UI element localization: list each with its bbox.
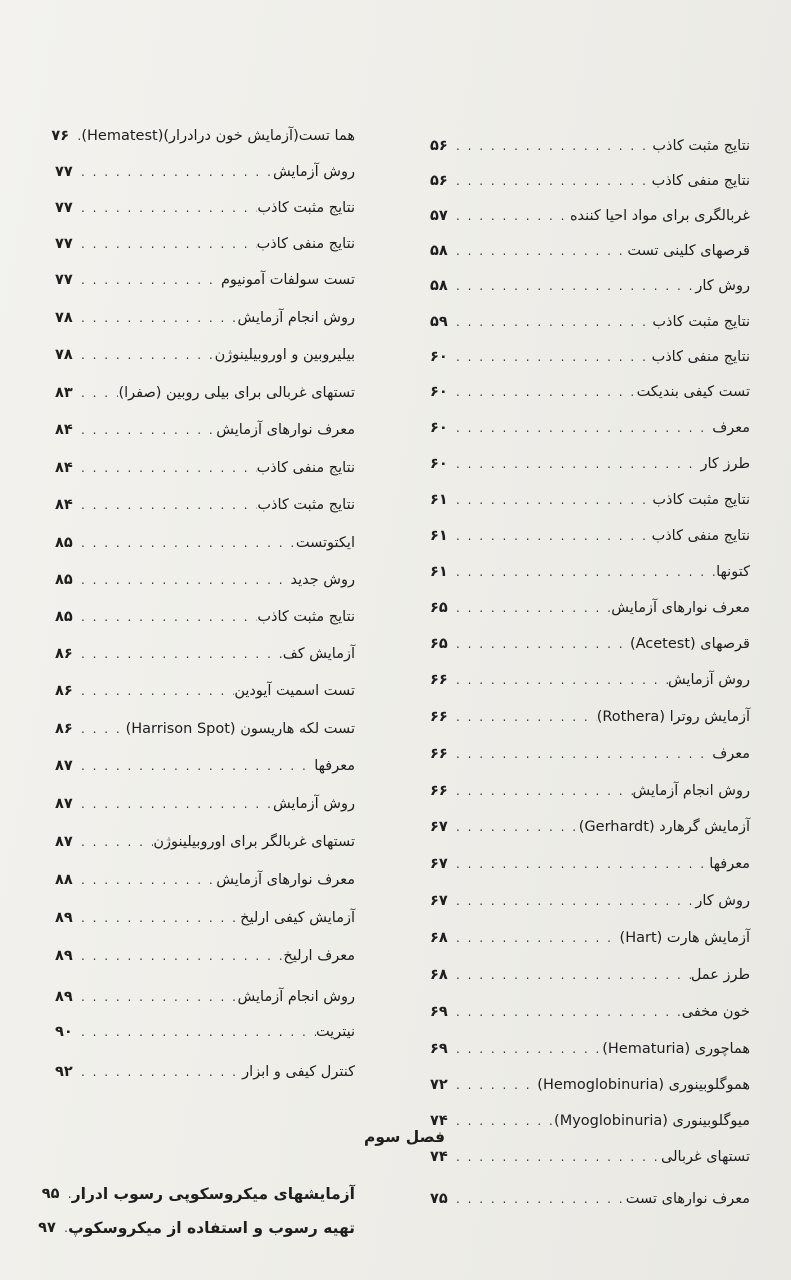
toc-entry-page: ۸۶ — [55, 721, 73, 737]
toc-entry-page: ۵۹ — [430, 314, 448, 330]
toc-entry-page: ۸۶ — [55, 683, 73, 699]
leader-dots — [452, 308, 652, 336]
leader-dots — [452, 1185, 626, 1213]
leader-dots — [73, 122, 81, 150]
toc-entry-page: ۶۶ — [430, 672, 448, 688]
toc-entry-title: روش انجام آزمایش — [632, 783, 750, 799]
leader-dots — [77, 304, 238, 332]
leader-dots — [77, 942, 283, 970]
toc-entry-title: هموگلوبینوری (Hemoglobinuria) — [537, 1077, 750, 1093]
toc-entry-page: ۶۹ — [430, 1004, 448, 1020]
toc-entry — [41, 1180, 355, 1208]
toc-entry — [430, 522, 750, 550]
toc-entry-page: ۷۷ — [55, 272, 73, 288]
toc-entry-title: تستهای غربالی برای بیلی روبین (صفرا) — [118, 385, 355, 401]
toc-entry — [55, 715, 355, 743]
leader-dots — [452, 666, 668, 694]
toc-entry-title: آزمایش روترا (Rothera) — [596, 709, 750, 725]
toc-entry — [430, 1035, 750, 1063]
toc-entry-page: ۸۸ — [55, 872, 73, 888]
toc-entry-title: آزمایش گرهارد (Gerhardt) — [578, 819, 750, 835]
toc-entry-page: ۸۴ — [55, 460, 73, 476]
toc-entry-title: تستهای غربالگر برای اوروبیلینوژن — [153, 834, 355, 850]
toc-entry-page: ۶۰ — [430, 384, 448, 400]
toc-entry-page: ۷۸ — [55, 347, 73, 363]
toc-entry-title: روش آزمایش — [272, 164, 355, 180]
toc-entry — [430, 237, 750, 265]
toc-entry-title: کنترل کیفی و ابزار — [242, 1064, 355, 1080]
toc-entry — [55, 1058, 355, 1086]
toc-entry — [55, 983, 355, 1011]
toc-entry — [430, 450, 750, 478]
toc-entry — [55, 1018, 355, 1046]
leader-dots — [77, 230, 257, 258]
toc-entry-page: ۸۴ — [55, 422, 73, 438]
leader-dots — [77, 790, 273, 818]
toc-entry-title: معرف — [712, 420, 750, 436]
leader-dots — [77, 454, 257, 482]
toc-entry — [55, 266, 355, 294]
leader-dots — [77, 866, 216, 894]
toc-entry-page: ۶۱ — [430, 528, 448, 544]
toc-entry-page: ۶۵ — [430, 636, 448, 652]
leader-dots — [452, 961, 691, 989]
toc-entry — [55, 158, 355, 186]
toc-entry-page: ۶۶ — [430, 783, 448, 799]
toc-entry — [430, 630, 750, 658]
toc-entry — [430, 777, 750, 805]
toc-entry-title: تست لکه هاریسون (Harrison Spot) — [125, 721, 355, 737]
toc-entry-page: ۶۱ — [430, 564, 448, 580]
toc-entry-title: نتایج مثبت کاذب — [257, 609, 355, 625]
toc-entry — [38, 1214, 355, 1242]
toc-entry-page: ۶۰ — [430, 349, 448, 365]
toc-entry-title: معرف نوارهای آزمایش — [611, 600, 750, 616]
toc-entry-title: تست اسمیت آیودین — [234, 683, 355, 699]
leader-dots — [77, 266, 221, 294]
toc-entry-page: ۸۴ — [55, 497, 73, 513]
toc-entry-title: آزمایش کف — [282, 646, 355, 662]
leader-dots — [77, 158, 273, 186]
toc-entry-title: میوگلوبینوری (Myoglobinuria) — [554, 1113, 750, 1129]
toc-entry-page: ۵۸ — [430, 278, 448, 294]
toc-entry-title: معرف نوارهای تست — [625, 1191, 750, 1207]
leader-dots — [452, 522, 652, 550]
toc-entry — [430, 558, 750, 586]
toc-entry — [55, 379, 355, 407]
toc-entry-title: نتایج منفی کاذب — [256, 236, 355, 252]
toc-entry-title: ایکتوتست — [295, 535, 355, 551]
toc-entry — [55, 304, 355, 332]
toc-entry — [55, 230, 355, 258]
toc-entry — [430, 594, 750, 622]
leader-dots — [77, 983, 238, 1011]
toc-right-column — [430, 0, 750, 1280]
toc-entry — [55, 194, 355, 222]
toc-entry — [430, 414, 750, 442]
toc-entry-title: نتایج مثبت کاذب — [652, 314, 750, 330]
leader-dots — [77, 715, 126, 743]
leader-dots — [77, 379, 118, 407]
toc-entry-title: نتایج مثبت کاذب — [652, 492, 750, 508]
toc-entry-page: ۸۹ — [55, 989, 73, 1005]
leader-dots — [77, 194, 257, 222]
toc-entry — [430, 740, 750, 768]
toc-entry — [55, 828, 355, 856]
toc-entry-page: ۵۸ — [430, 243, 448, 259]
leader-dots — [452, 924, 620, 952]
leader-dots — [452, 777, 633, 805]
toc-entry — [430, 887, 750, 915]
leader-dots — [452, 1143, 661, 1171]
toc-entry — [430, 132, 750, 160]
toc-entry-page: ۶۷ — [430, 856, 448, 872]
toc-entry-title: نتایج منفی کاذب — [651, 349, 750, 365]
toc-entry-title: غربالگری برای مواد احیا کننده — [569, 208, 750, 224]
leader-dots — [452, 630, 630, 658]
toc-entry-title: آزمایش هارت (Hart) — [619, 930, 750, 946]
toc-entry — [55, 942, 355, 970]
toc-entry — [430, 813, 750, 841]
toc-entry-title: معرف — [712, 746, 750, 762]
leader-dots — [77, 1018, 316, 1046]
toc-entry-title: هماچوری (Hematuria) — [602, 1041, 750, 1057]
toc-entry — [55, 677, 355, 705]
toc-entry-page: ۸۶ — [55, 646, 73, 662]
toc-entry-title: روش کار — [695, 893, 750, 909]
toc-entry-page: ۸۷ — [55, 758, 73, 774]
toc-entry-page: ۸۵ — [55, 572, 73, 588]
leader-dots — [452, 237, 627, 265]
toc-entry-page: ۸۳ — [55, 385, 73, 401]
leader-dots — [60, 1214, 68, 1242]
toc-entry — [55, 904, 355, 932]
leader-dots — [452, 594, 611, 622]
leader-dots — [77, 341, 215, 369]
toc-entry — [55, 529, 355, 557]
toc-entry — [430, 378, 750, 406]
leader-dots — [452, 850, 709, 878]
leader-dots — [452, 272, 695, 300]
toc-entry — [430, 924, 750, 952]
toc-entry-page: ۷۴ — [430, 1149, 448, 1165]
leader-dots — [452, 998, 682, 1026]
toc-entry — [55, 491, 355, 519]
toc-entry — [51, 122, 355, 150]
toc-entry-title: خون مخفی — [681, 1004, 750, 1020]
toc-entry-title: تست سولفات آمونیوم — [220, 272, 355, 288]
toc-entry — [55, 454, 355, 482]
toc-entry-page: ۸۷ — [55, 834, 73, 850]
toc-entry-title: روش کار — [695, 278, 750, 294]
toc-entry — [430, 202, 750, 230]
toc-entry-page: ۶۵ — [430, 600, 448, 616]
leader-dots — [452, 813, 579, 841]
toc-entry-page: ۶۰ — [430, 420, 448, 436]
toc-entry-title: معرف نوارهای آزمایش — [216, 872, 355, 888]
toc-entry-title: روش آزمایش — [272, 796, 355, 812]
toc-entry — [430, 1143, 750, 1171]
toc-entry-title: تستهای غربالی — [661, 1149, 750, 1165]
leader-dots — [77, 491, 257, 519]
leader-dots — [77, 677, 234, 705]
toc-entry — [430, 167, 750, 195]
toc-entry-page: ۹۲ — [55, 1064, 73, 1080]
toc-entry-title: کتونها — [716, 564, 750, 580]
toc-entry-page: ۷۴ — [430, 1113, 448, 1129]
leader-dots — [452, 703, 597, 731]
toc-entry — [55, 566, 355, 594]
toc-entry-title: نتایج مثبت کاذب — [257, 200, 355, 216]
leader-dots — [452, 414, 712, 442]
toc-entry-page: ۹۵ — [41, 1186, 60, 1202]
toc-entry-page: ۹۰ — [55, 1024, 73, 1040]
toc-entry — [55, 416, 355, 444]
leader-dots — [452, 1035, 602, 1063]
toc-entry-page: ۷۵ — [430, 1191, 448, 1207]
toc-entry-page: ۷۶ — [51, 128, 70, 144]
toc-entry-title: نتایج منفی کاذب — [256, 460, 355, 476]
leader-dots — [77, 1058, 242, 1086]
toc-entry-page: ۶۰ — [430, 456, 448, 472]
toc-entry-title: معرفها — [709, 856, 750, 872]
toc-entry-page: ۸۵ — [55, 535, 73, 551]
toc-entry — [430, 850, 750, 878]
toc-entry — [430, 1107, 750, 1135]
toc-entry-page: ۶۷ — [430, 893, 448, 909]
toc-entry-page: ۵۶ — [430, 173, 448, 189]
toc-entry-title: تست کیفی بندیکت — [636, 384, 750, 400]
toc-entry-title: معرف نوارهای آزمایش — [216, 422, 355, 438]
toc-entry-title: نتایج منفی کاذب — [651, 528, 750, 544]
toc-entry-title: آزمایش کیفی ارلیخ — [240, 910, 355, 926]
toc-entry-title: نیتریت — [315, 1024, 355, 1040]
toc-entry — [430, 272, 750, 300]
toc-entry-title: روش انجام آزمایش — [237, 989, 355, 1005]
toc-entry-page: ۶۸ — [430, 930, 448, 946]
toc-entry-page: ۵۷ — [430, 208, 448, 224]
toc-entry-title: طرز عمل — [690, 967, 750, 983]
leader-dots — [77, 529, 296, 557]
toc-entry — [55, 866, 355, 894]
toc-entry-title: هما تست(آزمایش خون درادرار)(Hematest) — [81, 128, 355, 144]
toc-entry-page: ۹۷ — [38, 1220, 56, 1236]
leader-dots — [452, 378, 637, 406]
leader-dots — [452, 740, 712, 768]
leader-dots — [452, 1107, 554, 1135]
toc-entry-page: ۸۵ — [55, 609, 73, 625]
leader-dots — [452, 343, 652, 371]
toc-entry — [430, 1185, 750, 1213]
toc-entry — [430, 343, 750, 371]
leader-dots — [452, 450, 701, 478]
leader-dots — [452, 167, 652, 195]
leader-dots — [77, 904, 240, 932]
leader-dots — [64, 1180, 72, 1208]
toc-entry-title: معرف ارلیخ — [283, 948, 355, 964]
toc-entry-title: نتایج مثبت کاذب — [257, 497, 355, 513]
chapter-heading: فصل سوم — [364, 1128, 445, 1146]
toc-entry — [55, 640, 355, 668]
toc-entry-page: ۸۷ — [55, 796, 73, 812]
toc-entry — [430, 703, 750, 731]
leader-dots — [452, 486, 652, 514]
toc-entry-title: نتایج مثبت کاذب — [652, 138, 750, 154]
toc-entry-page: ۷۸ — [55, 310, 73, 326]
toc-entry-page: ۶۶ — [430, 709, 448, 725]
toc-entry-title: تهیه رسوب و استفاده از میکروسکوپ — [68, 1219, 355, 1237]
leader-dots — [452, 1071, 537, 1099]
toc-entry-title: نتایج منفی کاذب — [651, 173, 750, 189]
toc-entry — [55, 752, 355, 780]
toc-entry-page: ۷۷ — [55, 164, 73, 180]
toc-entry-page: ۷۷ — [55, 200, 73, 216]
toc-entry-page: ۵۶ — [430, 138, 448, 154]
toc-entry-page: ۶۸ — [430, 967, 448, 983]
toc-entry — [55, 603, 355, 631]
toc-entry-page: ۶۷ — [430, 819, 448, 835]
toc-entry-title: بیلیروبین و اوروبیلینوژن — [214, 347, 355, 363]
leader-dots — [77, 566, 290, 594]
toc-entry-title: روش آزمایش — [667, 672, 750, 688]
toc-entry-title: قرصهای کلینی تست — [627, 243, 750, 259]
toc-entry — [430, 998, 750, 1026]
toc-entry-title: آزمایشهای میکروسکوپی رسوب ادرار — [71, 1185, 355, 1203]
toc-entry — [430, 666, 750, 694]
leader-dots — [77, 416, 216, 444]
toc-entry-page: ۸۹ — [55, 948, 73, 964]
toc-entry-page: ۷۲ — [430, 1077, 448, 1093]
toc-entry-title: روش جدید — [290, 572, 355, 588]
toc-entry — [55, 790, 355, 818]
toc-entry — [430, 308, 750, 336]
leader-dots — [77, 752, 314, 780]
toc-entry-title: طرز کار — [700, 456, 750, 472]
leader-dots — [452, 202, 570, 230]
leader-dots — [452, 887, 695, 915]
toc-entry-page: ۶۶ — [430, 746, 448, 762]
toc-entry — [430, 486, 750, 514]
toc-entry-title: معرفها — [314, 758, 355, 774]
toc-entry-title: روش انجام آزمایش — [237, 310, 355, 326]
leader-dots — [77, 603, 257, 631]
leader-dots — [452, 132, 652, 160]
leader-dots — [77, 828, 153, 856]
toc-entry-page: ۸۹ — [55, 910, 73, 926]
toc-entry-page: ۷۷ — [55, 236, 73, 252]
toc-entry-page: ۶۱ — [430, 492, 448, 508]
toc-entry — [430, 1071, 750, 1099]
leader-dots — [452, 558, 716, 586]
toc-entry-title: قرصهای (Acetest) — [629, 636, 750, 652]
toc-entry — [55, 341, 355, 369]
toc-entry — [430, 961, 750, 989]
toc-left-column — [38, 0, 355, 1280]
toc-entry-page: ۶۹ — [430, 1041, 448, 1057]
leader-dots — [77, 640, 283, 668]
